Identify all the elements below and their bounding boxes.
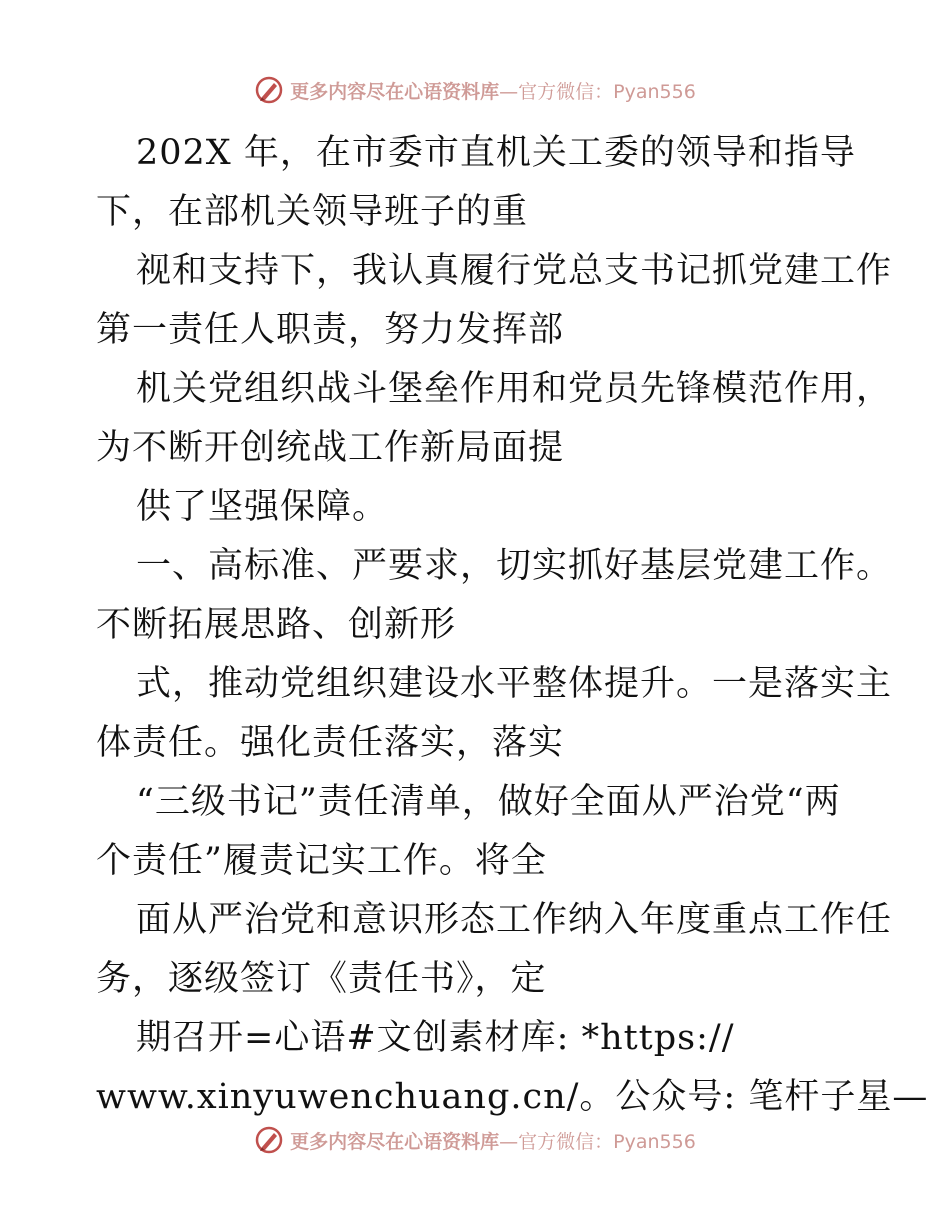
watermark-contact: —官方微信：Pyan556: [499, 1130, 696, 1153]
watermark-text: [290, 1127, 696, 1154]
text-line: “三级书记”责任清单，做好全面从严治党“两: [136, 782, 841, 822]
document-body: [96, 124, 929, 1127]
watermark-text: [290, 77, 696, 104]
pen-logo-icon: [254, 1125, 284, 1155]
header-watermark-banner: [0, 70, 950, 110]
pen-logo-icon: [254, 75, 284, 105]
text-line: 期召开=心语#文创素材库: *https://: [136, 1018, 735, 1058]
text-line: 不断拓展思路、创新形: [96, 605, 457, 645]
watermark-brand: 更多内容尽在心语资料库: [290, 1130, 500, 1153]
text-line: 式，推动党组织建设水平整体提升。一是落实主: [136, 664, 893, 704]
text-line: 面从严治党和意识形态工作纳入年度重点工作任: [136, 900, 893, 940]
text-line: 个责任”履责记实工作。将全: [96, 841, 547, 881]
text-line: www.xinyuwenchuang.cn/。公众号: 笔杆子星—: [96, 1077, 929, 1117]
text-line: 202X 年，在市委市直机关工委的领导和指导: [136, 133, 856, 173]
watermark-brand: 更多内容尽在心语资料库: [290, 80, 500, 103]
footer-watermark-banner: [0, 1120, 950, 1160]
text-line: 一、高标准、严要求，切实抓好基层党建工作。: [136, 546, 893, 586]
text-line: 下，在部机关领导班子的重: [96, 192, 529, 232]
text-line: 第一责任人职责，努力发挥部: [96, 310, 565, 350]
text-line: 视和支持下，我认真履行党总支书记抓党建工作: [136, 251, 893, 291]
text-line: 供了坚强保障。: [136, 487, 389, 527]
text-line: 体责任。强化责任落实，落实: [96, 723, 565, 763]
text-line: 务，逐级签订《责任书》，定: [96, 959, 547, 999]
watermark-contact: —官方微信：Pyan556: [499, 80, 696, 103]
text-line: 机关党组织战斗堡垒作用和党员先锋模范作用，: [136, 369, 893, 409]
text-line: 为不断开创统战工作新局面提: [96, 428, 565, 468]
